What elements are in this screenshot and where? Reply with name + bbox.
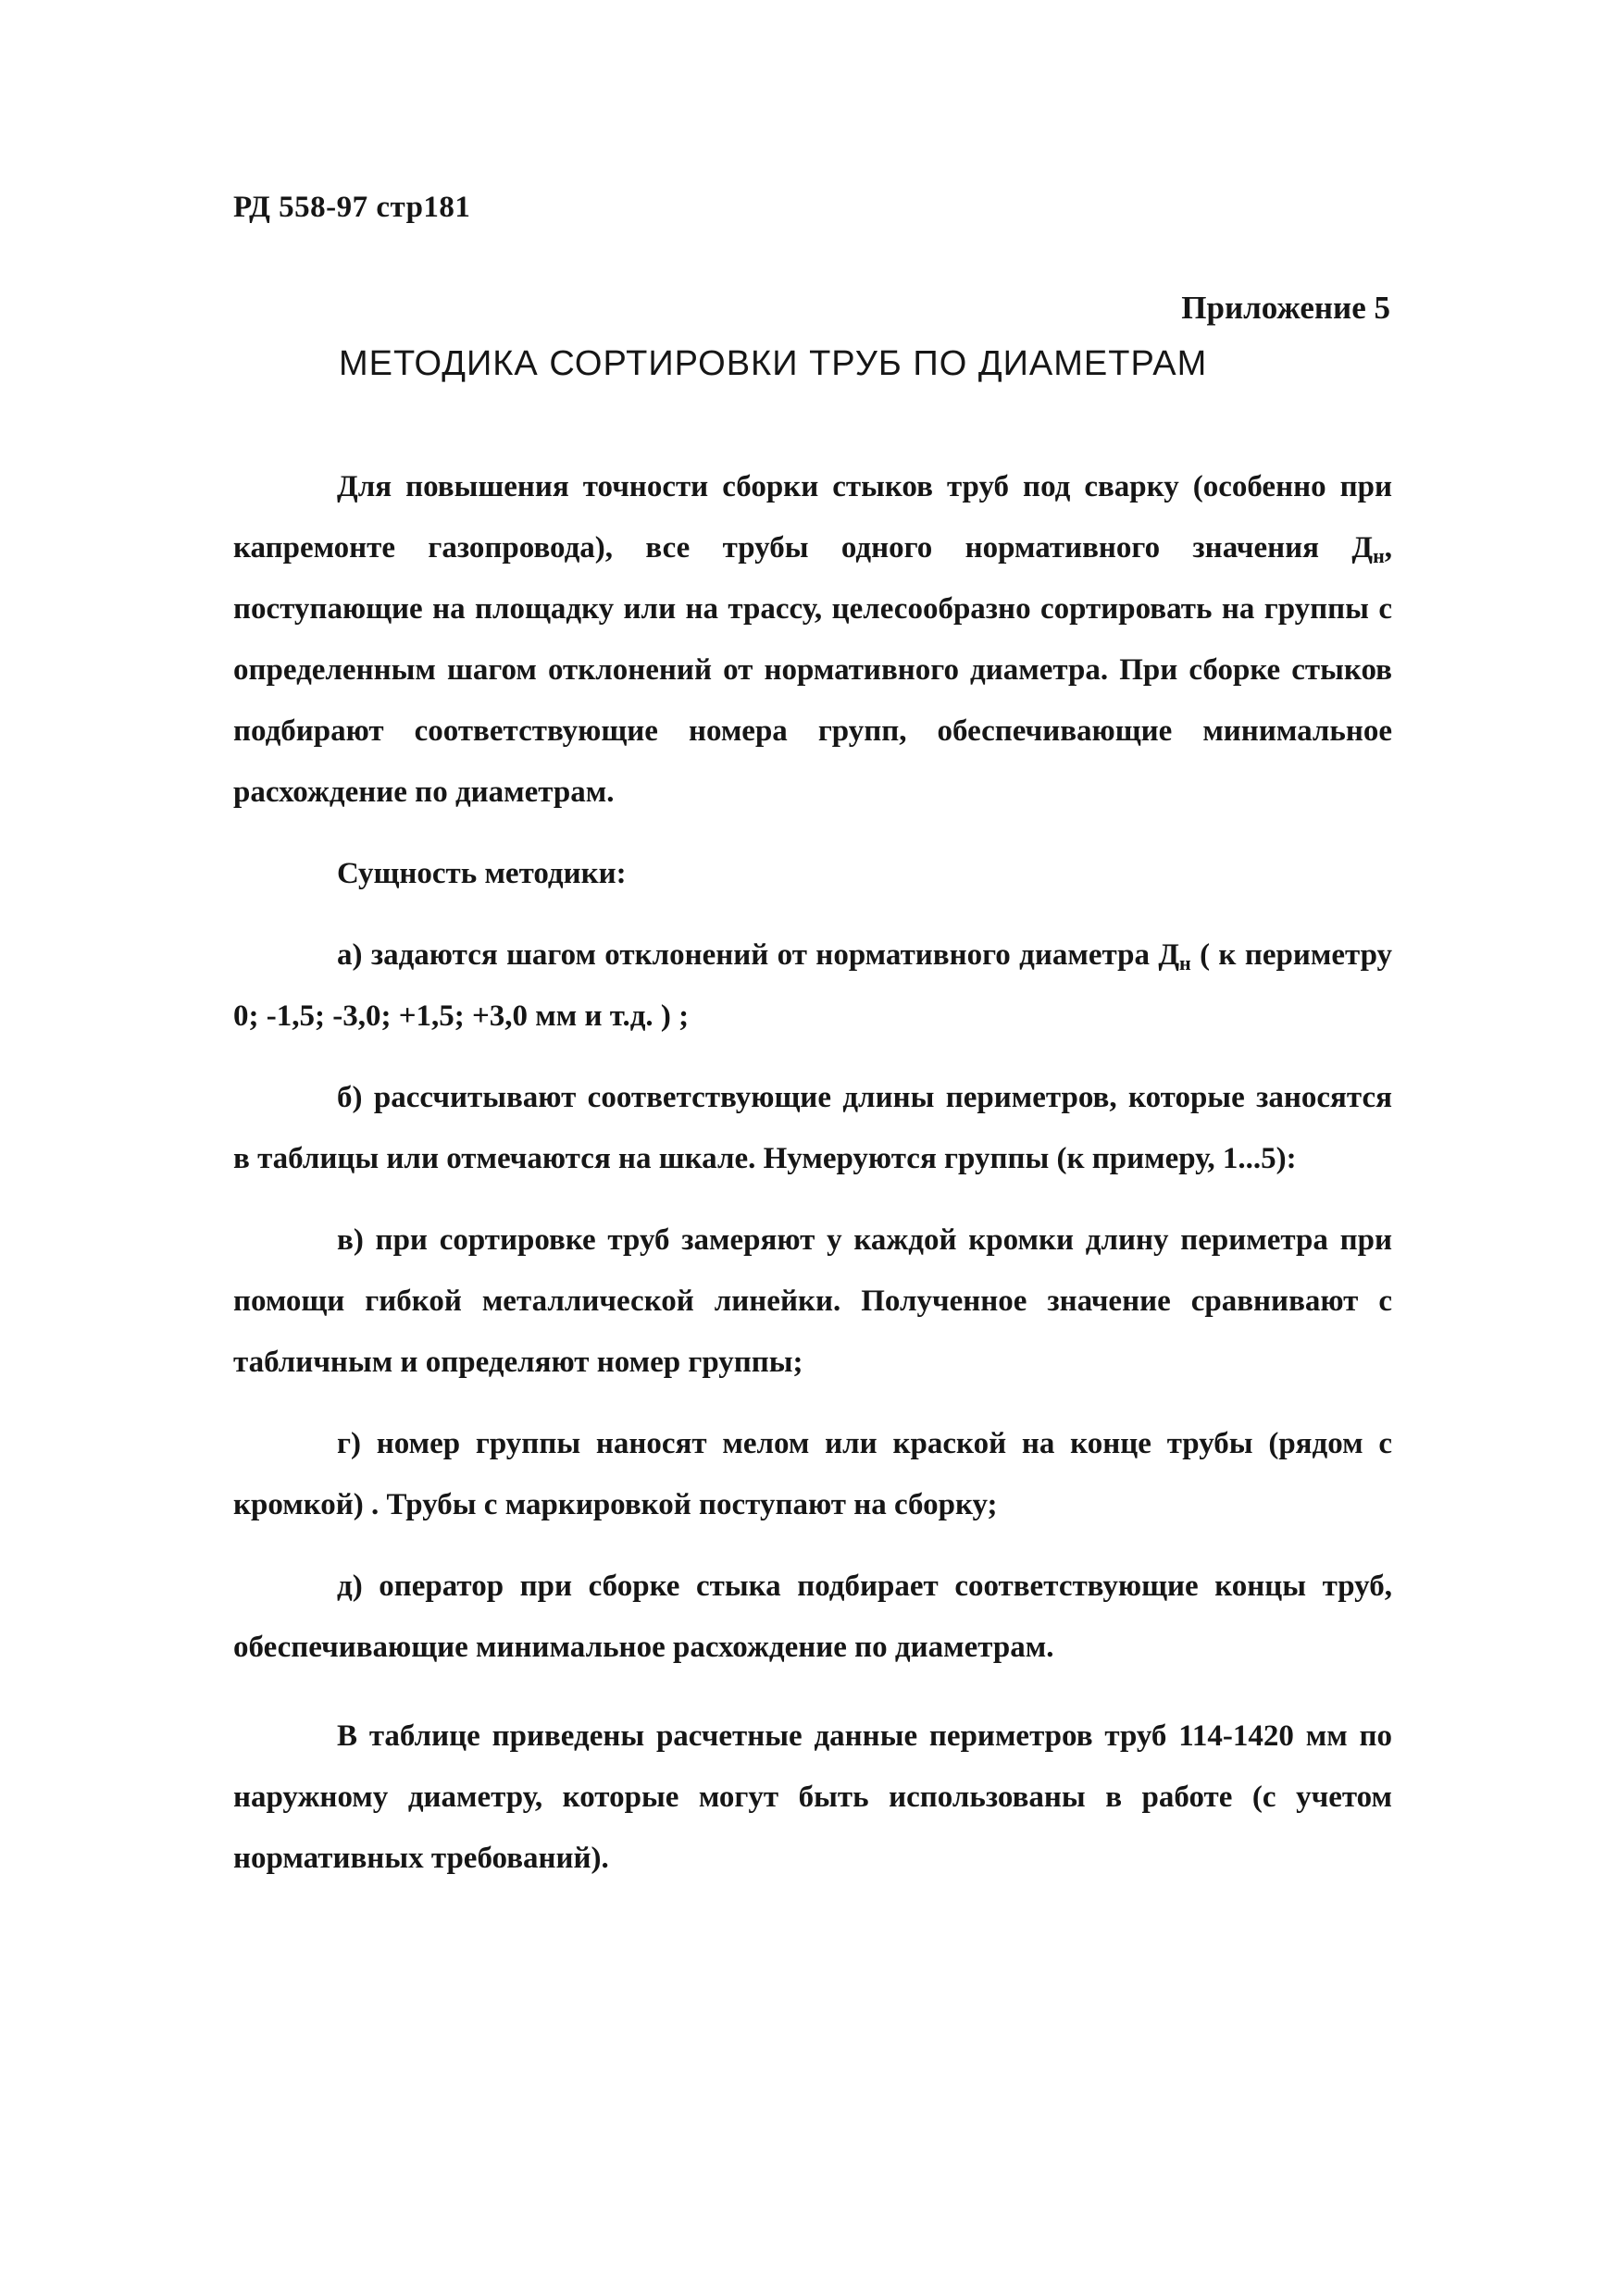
closing-paragraph: В таблице приведены расчетные данные периметров труб 114-1420 мм по наружному диаметру, которые могут быть использованы в работе (с учетом нормативных требований). [233,1719,1392,1875]
intro-diameter-subscript: н [1373,544,1385,567]
step-a-text-part2: ( к периметру 0; -1,5; -3,0; +1,5; +3,0 мм и т.д. ) ; [233,938,1392,1033]
intro-text-part1: Для повышения точности сборки стыков труб под сварку (особенно при капремонте газопровода), все трубы одного нормативного значения Д [233,470,1392,565]
intro-paragraph [233,456,1392,823]
document-title: МЕТОДИКА СОРТИРОВКИ ТРУБ ПО ДИАМЕТРАМ [339,344,1208,383]
document-reference-header: РД 558-97 стр181 [233,191,471,224]
document-body [233,456,1392,1889]
step-a [233,925,1392,1047]
essence-label: Сущность методики: [337,857,627,890]
step-a-diameter-subscript: н [1179,951,1191,974]
step-d: г) номер группы наносят мелом или краской на конце трубы (рядом с кромкой) . Трубы с маркировкой поступают на сборку; [233,1427,1392,1521]
step-c: в) при сортировке труб замеряют у каждой кромки длину периметра при помощи гибкой металлической линейки. Полученное значение сравнивают с табличным и определяют номер группы; [233,1223,1392,1379]
step-b: б) рассчитывают соответствующие длины периметров, которые заносятся в таблицы или отмечаются на шкале. Нумеруются группы (к примеру, 1...5): [233,1081,1392,1175]
intro-text-part2: , поступающие на площадку или на трассу, целесообразно сортировать на группы с определенным шагом отклонений от нормативного диаметра. При сборке стыков подбирают соответствующие номера групп, обеспечивающие минимальное расхождение по диаметрам. [233,531,1392,809]
appendix-label: Приложение 5 [1181,290,1390,326]
step-a-text-part1: а) задаются шагом отклонений от нормативного диаметра Д [337,938,1180,972]
step-e: д) оператор при сборке стыка подбирает соответствующие концы труб, обеспечивающие минимальное расхождение по диаметрам. [233,1570,1392,1664]
